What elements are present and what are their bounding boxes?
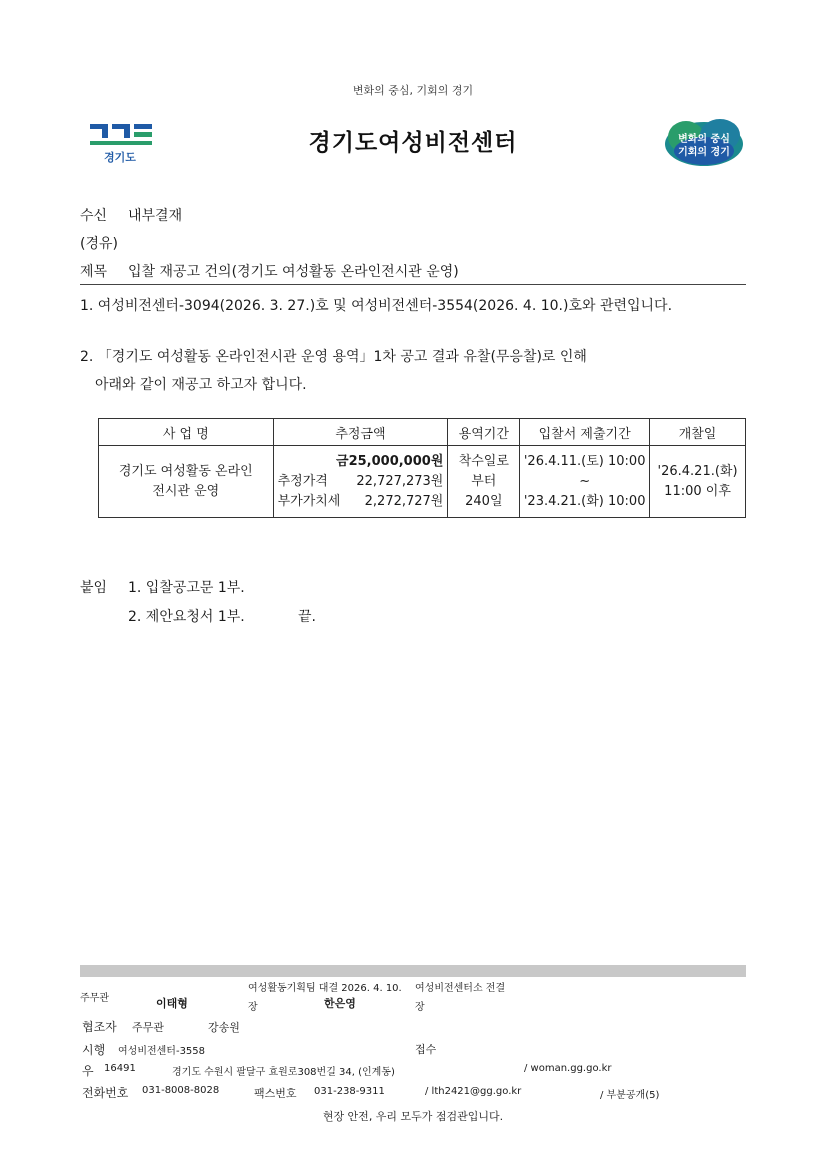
header-amount: 추정금액: [273, 419, 448, 446]
table-row: [99, 446, 746, 518]
header-period: 용역기간: [448, 419, 520, 446]
estimate-value: 22,727,273원: [356, 473, 444, 489]
website: / woman.gg.go.kr: [524, 1063, 612, 1074]
project-cell: [99, 446, 274, 518]
address: 경기도 수원시 팔달구 효원로308번길 34, (인계동): [172, 1067, 395, 1078]
period-line2: 부터: [471, 473, 497, 489]
approver1-role: 주무관: [80, 993, 109, 1004]
end-mark: 끝.: [298, 609, 316, 625]
opening-time: 11:00 이후: [664, 483, 731, 499]
paragraph-2-line1: 2. 「경기도 여성활동 온라인전시관 운영 용역」1차 공고 결과 유찰(무응찰)로 인해: [80, 349, 587, 365]
submission-start: '26.4.11.(토) 10:00: [523, 453, 646, 469]
vat-label: 부가가치세: [277, 493, 341, 509]
receipt-label: 접수: [415, 1043, 437, 1056]
phone-value: 031-8008-8028: [142, 1085, 220, 1096]
amount-estimate-row: [278, 472, 444, 492]
cooperator-name: 강송원: [208, 1021, 240, 1034]
attachment-item-2: 2. 제안요청서 1부.: [128, 609, 245, 625]
email: / lth2421@gg.go.kr: [425, 1086, 522, 1097]
period-line1: 착수일로: [458, 453, 509, 469]
approver1-signature: 이태형: [156, 997, 188, 1010]
approver2-signature: 한은영: [324, 997, 356, 1010]
phone-label: 전화번호: [82, 1086, 129, 1100]
post-label: 우: [82, 1064, 94, 1078]
vat-value: 2,272,727원: [364, 493, 444, 509]
logo-text: 경기도: [104, 151, 136, 164]
paragraph-1: 1. 여성비전센터-3094(2026. 3. 27.)호 및 여성비전센터-3554(2026. 4. 10.)호와 관련입니다.: [80, 298, 673, 314]
project-line2: 전시관 운영: [152, 483, 220, 499]
slogan: 변화의 중심, 기회의 경기: [352, 84, 474, 97]
attachments-label: 붙임: [80, 580, 108, 596]
post-code: 16491: [104, 1063, 136, 1074]
submission-cell: [520, 446, 650, 518]
approver3-role-line2: 장: [415, 1002, 425, 1013]
attachment-item-1: 1. 입찰공고문 1부.: [128, 580, 245, 596]
period-line3: 240일: [465, 493, 503, 509]
recipient-label: 수신: [80, 208, 108, 224]
estimate-label: 추정가격: [277, 473, 328, 489]
approver2-role-line1: 여성활동기획팀 대결 2026. 4. 10.: [248, 983, 402, 994]
fax-value: 031-238-9311: [314, 1086, 385, 1097]
cooperator-label: 협조자: [82, 1020, 117, 1034]
enforce-label: 시행: [82, 1043, 106, 1057]
table-header-row: [99, 419, 746, 446]
footer-divider-bar: [80, 965, 746, 977]
subject-value: 입찰 재공고 건의(경기도 여성활동 온라인전시관 운영): [128, 264, 459, 280]
recipient-line: [80, 205, 182, 225]
paragraph-2: [80, 343, 750, 399]
recipient-value: 내부결재: [128, 208, 183, 224]
period-cell: [448, 446, 520, 518]
amount-cell: [273, 446, 448, 518]
subject-divider: [80, 284, 746, 285]
header-opening: 개찰일: [650, 419, 746, 446]
project-line1: 경기도 여성활동 온라인: [118, 463, 253, 479]
opening-cell: [650, 446, 746, 518]
header-project: 사 업 명: [99, 419, 274, 446]
badge-line1: 변화의 중심: [678, 134, 730, 145]
submission-end: '23.4.21.(화) 10:00: [523, 493, 646, 509]
bid-table: [98, 418, 746, 518]
cooperator-role: 주무관: [132, 1021, 164, 1034]
subject-label: 제목: [80, 264, 108, 280]
via-line: (경유): [80, 236, 118, 252]
amount-total: 금25,000,000원: [336, 453, 444, 469]
opening-date: '26.4.21.(화): [657, 463, 738, 479]
submission-tilde: ~: [579, 473, 591, 489]
header-submission: 입찰서 제출기간: [520, 419, 650, 446]
org-title: 경기도여성비전센터: [308, 130, 518, 156]
safety-slogan: 현장 안전, 우리 모두가 점검관입니다.: [322, 1110, 504, 1123]
disclosure: / 부분공개(5): [600, 1090, 660, 1101]
slogan-badge: [664, 117, 744, 167]
badge-line2: 기회의 경기: [678, 147, 730, 158]
fax-label: 팩스번호: [254, 1087, 297, 1100]
amount-vat-row: [278, 492, 444, 512]
enforce-value: 여성비전센터-3558: [118, 1046, 206, 1057]
subject-line: [80, 261, 459, 281]
approver2-role-line2: 장: [248, 1002, 258, 1013]
approver3-role-line1: 여성비전센터소 전결: [415, 983, 506, 994]
paragraph-2-line2: 아래와 같이 재공고 하고자 합니다.: [95, 377, 307, 393]
